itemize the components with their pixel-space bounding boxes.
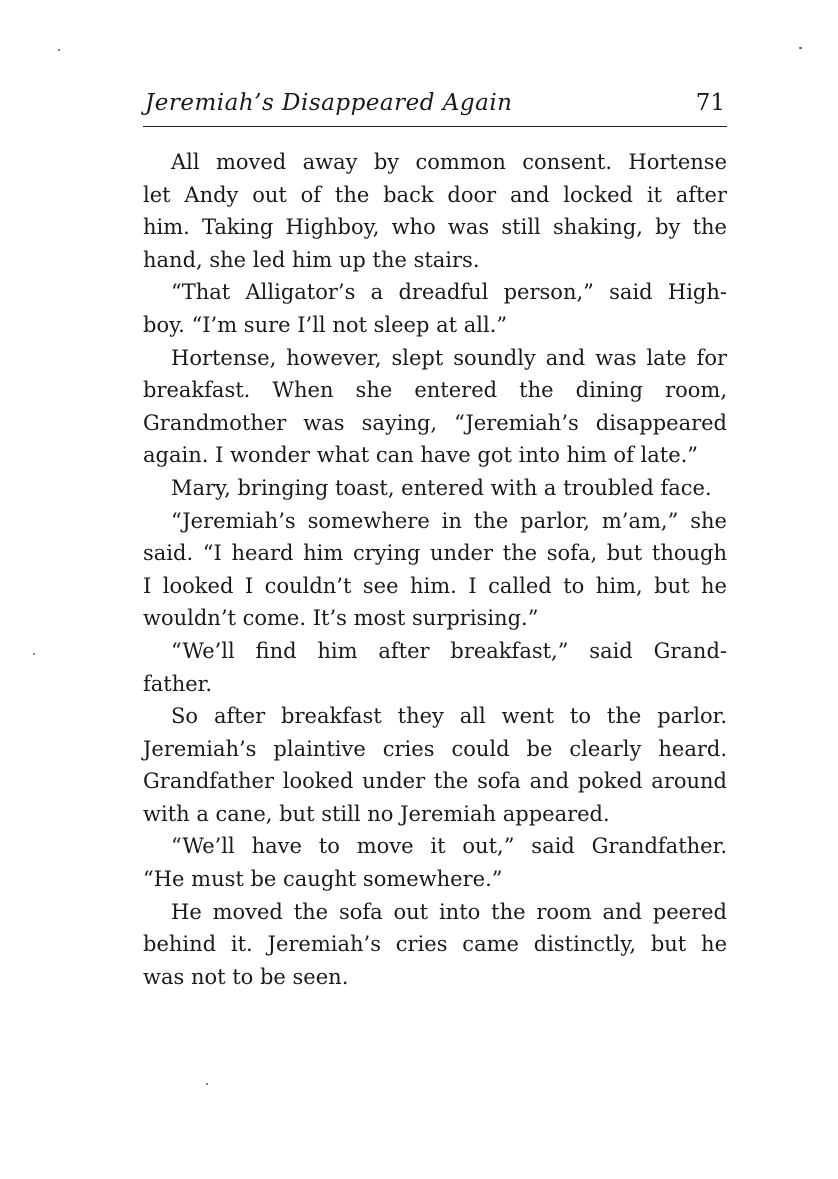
text-line: “Jeremiah’s somewhere in the parlor, m’am,” she xyxy=(171,508,727,533)
body-text xyxy=(143,146,727,993)
text-line: breakfast. When she entered the dining room, xyxy=(143,378,727,403)
text-line: I looked I couldn’t see him. I called to him, but he xyxy=(143,573,727,598)
text-line: behind it. Jeremiah’s cries came distinctly, but he xyxy=(143,932,727,957)
text-line: with a cane, but still no Jeremiah appeared. xyxy=(143,801,610,826)
text-line: let Andy out of the back door and locked it after xyxy=(143,182,727,207)
text-line: Mary, bringing toast, entered with a troubled face. xyxy=(171,475,712,500)
page-number: 71 xyxy=(695,90,725,116)
text-line: boy. “I’m sure I’ll not sleep at all.” xyxy=(143,312,508,337)
text-line: “He must be caught somewhere.” xyxy=(143,867,503,892)
running-header xyxy=(143,88,727,127)
scan-speck xyxy=(58,49,60,51)
text-line: father. xyxy=(143,671,213,696)
text-line: All moved away by common consent. Hortense xyxy=(171,150,727,174)
text-line: “We’ll find him after breakfast,” said Grand- xyxy=(171,638,727,663)
text-line: Hortense, however, slept soundly and was late for xyxy=(171,345,727,370)
text-line: Grandmother was saying, “Jeremiah’s disappeared xyxy=(143,410,727,435)
text-line: hand, she led him up the stairs. xyxy=(143,247,480,272)
text-line: Grandfather looked under the sofa and poked around xyxy=(143,769,727,794)
scan-speck xyxy=(206,1083,208,1085)
text-line: So after breakfast they all went to the parlor. xyxy=(171,704,727,729)
text-line: wouldn’t come. It’s most surprising.” xyxy=(143,606,539,631)
text-line: was not to be seen. xyxy=(143,964,349,989)
text-line: “We’ll have to move it out,” said Grandfather. xyxy=(171,834,727,859)
scan-speck xyxy=(33,653,35,655)
text-line: “That Alligator’s a dreadful person,” said High- xyxy=(171,280,727,305)
scan-speck xyxy=(799,47,802,49)
running-title: Jeremiah’s Disappeared Again xyxy=(145,90,513,116)
text-line: said. “I heard him crying under the sofa, but though xyxy=(143,541,727,566)
text-line: him. Taking Highboy, who was still shaking, by the xyxy=(143,215,727,240)
text-line: again. I wonder what can have got into him of late.” xyxy=(143,443,699,468)
text-line: He moved the sofa out into the room and peered xyxy=(171,899,727,924)
text-line: Jeremiah’s plaintive cries could be clearly heard. xyxy=(143,736,727,761)
